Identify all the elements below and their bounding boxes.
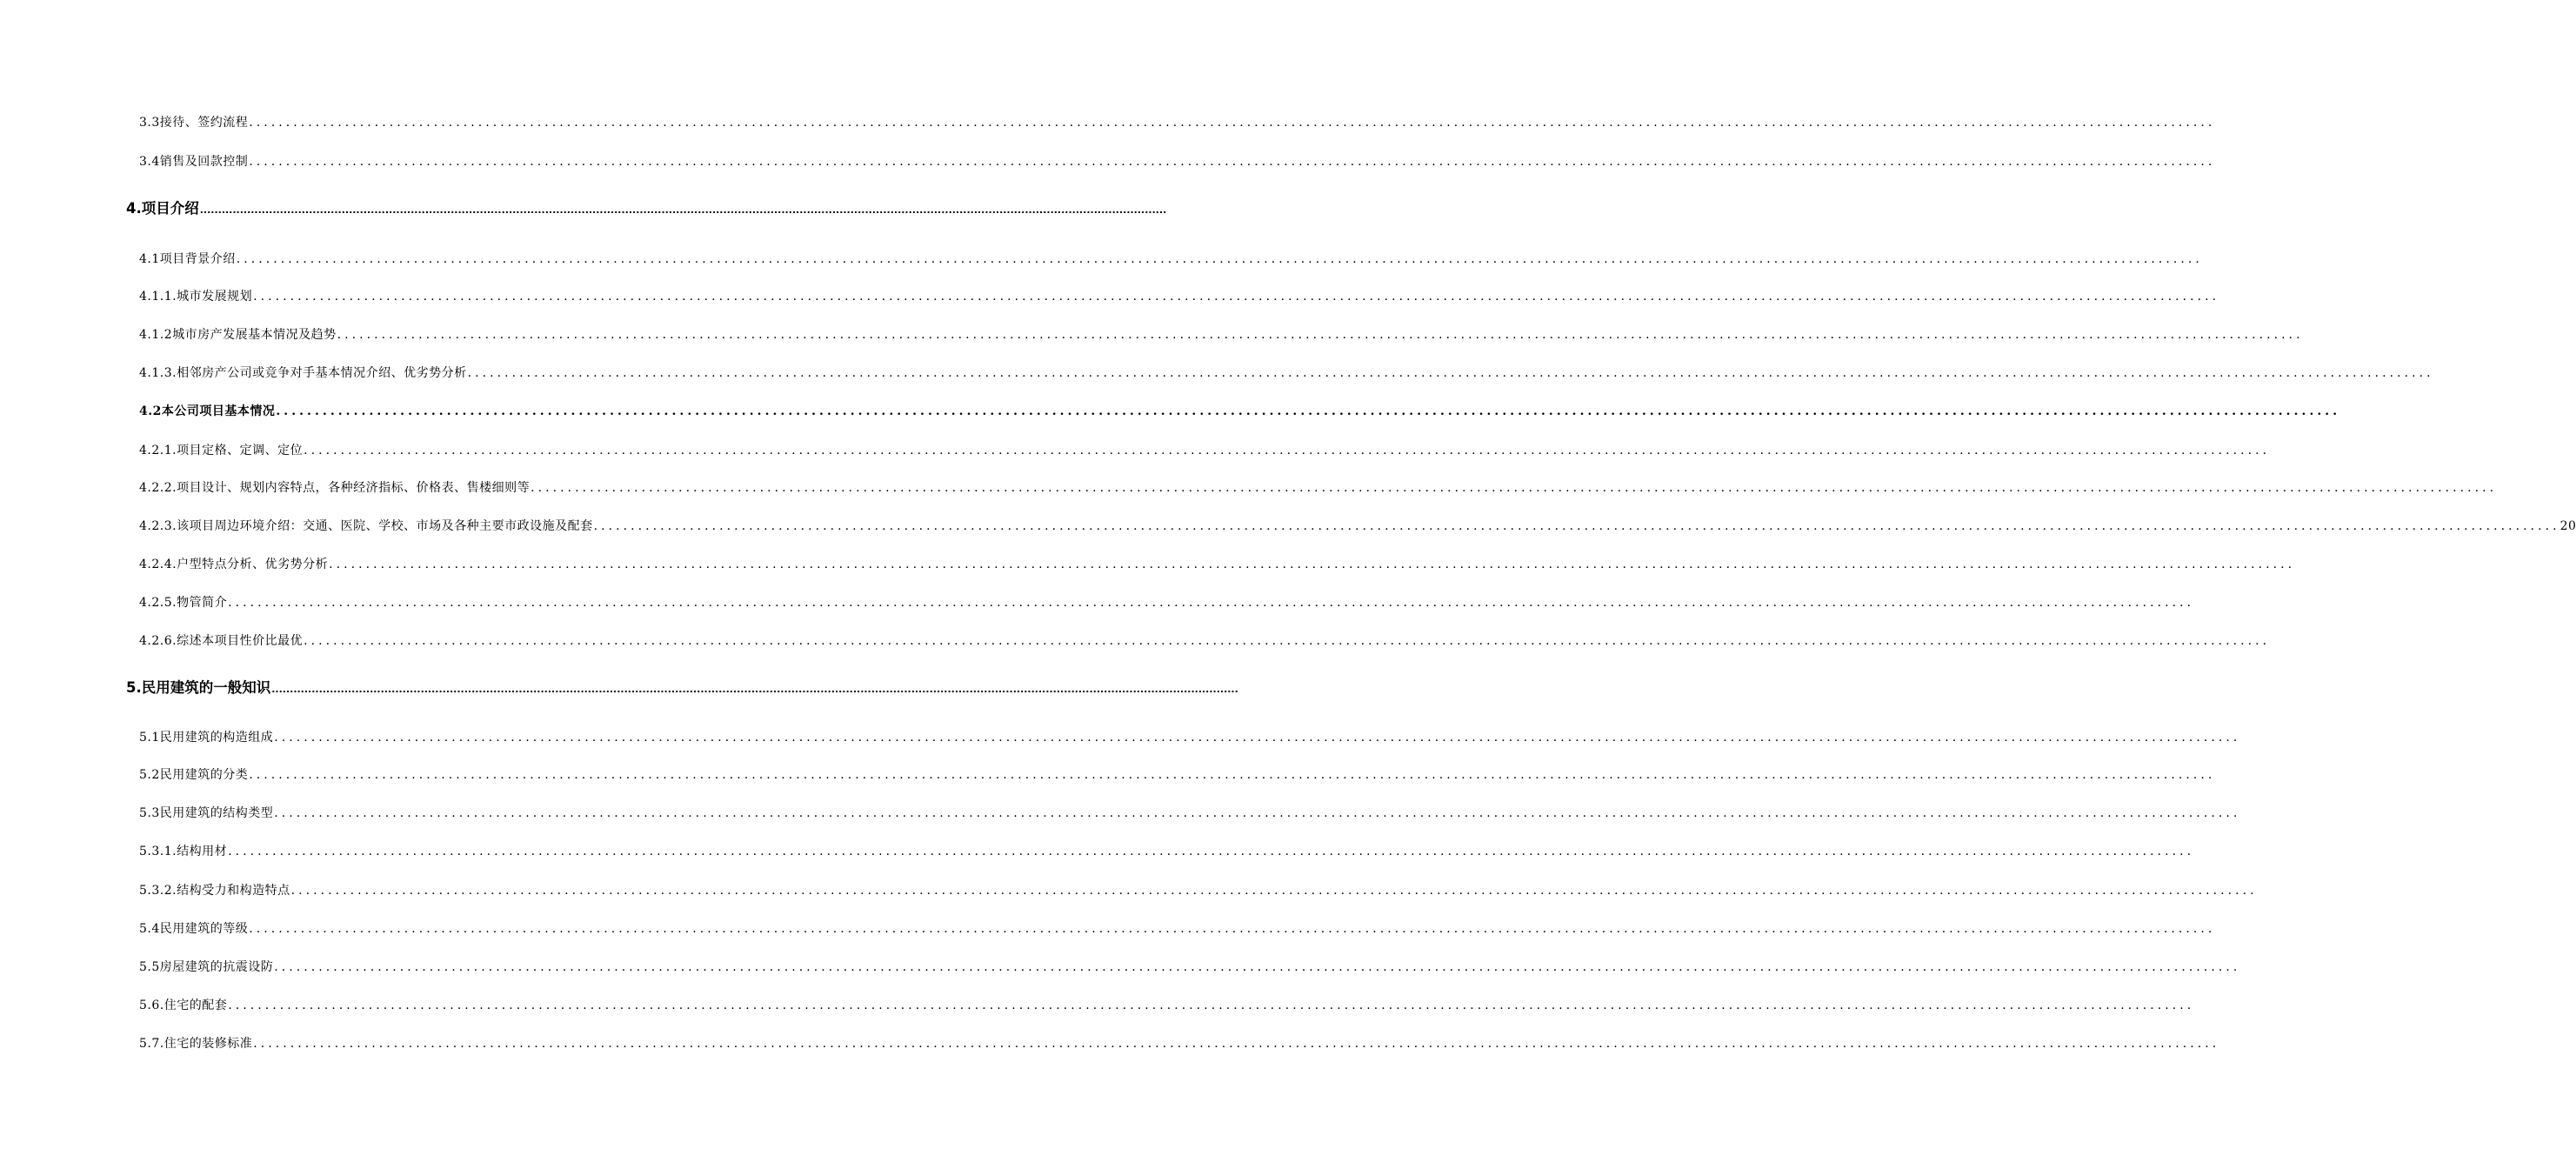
toc-entry-4-2-4[interactable] xyxy=(139,555,2296,572)
toc-leader-dots: .......................................................................................................................................................................................................................................................................... xyxy=(249,116,2216,130)
toc-entry-title: 5.3.2.结构受力和构造特点 xyxy=(139,884,290,898)
toc-leader-dots: .......................................................................................................................................................................................................................................................................... xyxy=(236,252,2203,266)
toc-entry-4-2-6[interactable] xyxy=(139,631,2271,649)
toc-entry-5-1[interactable] xyxy=(139,728,2241,745)
toc-leader-dots: .......................................................................................................................................................................................................................................................................... xyxy=(228,845,2195,858)
toc-entry-title: 4.2.4.户型特点分析、优劣势分析 xyxy=(139,558,329,571)
toc-entry-title: 4.2.1.项目定格、定调、定位 xyxy=(139,444,304,458)
toc-entry-title: 4.2.2.项目设计、规划内容特点，各种经济指标、价格表、售楼细则等 xyxy=(139,481,531,495)
toc-leader-dots: .......................................................................................................................................................................................................................................................................... xyxy=(249,768,2216,782)
toc-section-5[interactable] xyxy=(126,676,1238,697)
toc-section-title: 5.民用建筑的一般知识 xyxy=(126,679,271,696)
toc-entry-title: 5.2民用建筑的分类 xyxy=(139,768,249,782)
toc-entry-5-4[interactable] xyxy=(139,919,2216,937)
toc-section-4[interactable] xyxy=(126,197,1167,217)
toc-entry-title: 4.2.5.物管简介 xyxy=(139,596,228,610)
toc-entry-4-2-2[interactable] xyxy=(139,478,2498,496)
toc-entry-3-3[interactable] xyxy=(139,113,2216,130)
toc-leader-dots: .......................................................................................................................................................................................................................................................................... xyxy=(253,1037,2220,1051)
toc-leader-dots: .......................................................................................................................................................................................................................................................................... xyxy=(593,519,2560,533)
toc-entry-title: 5.1民用建筑的构造组成 xyxy=(139,731,274,745)
toc-entry-title: 3.4销售及回款控制 xyxy=(139,155,249,169)
toc-leader-dots: .......................................................................................................................................................................................................................................................................... xyxy=(199,204,1167,216)
toc-entry-5-6[interactable] xyxy=(139,996,2195,1013)
toc-leader-dots: .......................................................................................................................................................................................................................................................................... xyxy=(228,596,2195,610)
toc-entry-5-5[interactable] xyxy=(139,958,2241,975)
toc-entry-title: 5.7.住宅的装修标准 xyxy=(139,1037,253,1051)
toc-entry-title: 5.5房屋建筑的抗震设防 xyxy=(139,960,274,974)
toc-entry-title: 4.1项目背景介绍 xyxy=(139,252,236,266)
toc-entry-5-3-2[interactable] xyxy=(139,881,2258,898)
toc-leader-dots: .......................................................................................................................................................................................................................................................................... xyxy=(274,960,2241,974)
toc-entry-title: 4.1.1.城市发展规划 xyxy=(139,290,253,304)
toc-entry-title: 4.1.2城市房产发展基本情况及趋势 xyxy=(139,328,337,342)
toc-entry-4-2-5[interactable] xyxy=(139,593,2195,611)
toc-entry-4-2-3[interactable] xyxy=(139,517,2576,534)
toc-entry-4-2[interactable] xyxy=(139,402,2341,419)
toc-entry-5-2[interactable] xyxy=(139,765,2216,783)
toc-entry-5-7[interactable] xyxy=(139,1034,2220,1052)
toc-leader-dots: .......................................................................................................................................................................................................................................................................... xyxy=(274,731,2241,745)
toc-entry-3-4[interactable] xyxy=(139,152,2216,170)
toc-entry-page: 20 xyxy=(2559,519,2576,533)
toc-leader-dots: .......................................................................................................................................................................................................................................................................... xyxy=(253,290,2220,304)
toc-section-title: 4.项目介绍 xyxy=(126,200,199,217)
toc-entry-5-3-1[interactable] xyxy=(139,842,2195,859)
toc-leader-dots: .......................................................................................................................................................................................................................................................................... xyxy=(337,328,2304,342)
toc-leader-dots: .......................................................................................................................................................................................................................................................................... xyxy=(304,634,2271,648)
toc-entry-title: 4.2.6.综述本项目性价比最优 xyxy=(139,634,304,648)
toc-leader-dots: .......................................................................................................................................................................................................................................................................... xyxy=(467,366,2434,380)
toc-entry-4-1-2[interactable] xyxy=(139,325,2304,343)
toc-entry-title: 5.4民用建筑的等级 xyxy=(139,922,249,936)
toc-leader-dots: .......................................................................................................................................................................................................................................................................... xyxy=(271,684,1238,695)
toc-entry-title: 5.6.住宅的配套 xyxy=(139,999,228,1012)
toc-leader-dots: .......................................................................................................................................................................................................................................................................... xyxy=(531,481,2498,495)
toc-entry-4-1[interactable] xyxy=(139,250,2203,267)
toc-entry-4-2-1[interactable] xyxy=(139,441,2271,458)
toc-entry-4-1-1[interactable] xyxy=(139,287,2220,304)
toc-leader-dots: .......................................................................................................................................................................................................................................................................... xyxy=(329,558,2296,571)
toc-leader-dots: .......................................................................................................................................................................................................................................................................... xyxy=(249,922,2216,936)
toc-leader-dots: .......................................................................................................................................................................................................................................................................... xyxy=(276,404,2341,418)
toc-entry-5-3[interactable] xyxy=(139,804,2241,821)
toc-leader-dots: .......................................................................................................................................................................................................................................................................... xyxy=(274,806,2241,820)
toc-leader-dots: .......................................................................................................................................................................................................................................................................... xyxy=(249,155,2216,169)
toc-entry-4-1-3[interactable] xyxy=(139,364,2434,381)
toc-leader-dots: .......................................................................................................................................................................................................................................................................... xyxy=(304,444,2271,458)
toc-leader-dots: .......................................................................................................................................................................................................................................................................... xyxy=(228,999,2195,1012)
toc-entry-title: 3.3接待、签约流程 xyxy=(139,116,249,130)
toc-leader-dots: .......................................................................................................................................................................................................................................................................... xyxy=(290,884,2258,898)
toc-entry-title: 4.1.3.相邻房产公司或竞争对手基本情况介绍、优劣势分析 xyxy=(139,366,467,380)
toc-entry-title: 5.3民用建筑的结构类型 xyxy=(139,806,274,820)
toc-entry-title: 4.2.3.该项目周边环境介绍：交通、医院、学校、市场及各种主要市政设施及配套 xyxy=(139,519,593,533)
toc-entry-title: 4.2本公司项目基本情况 xyxy=(139,404,276,418)
toc-entry-title: 5.3.1.结构用材 xyxy=(139,845,228,858)
